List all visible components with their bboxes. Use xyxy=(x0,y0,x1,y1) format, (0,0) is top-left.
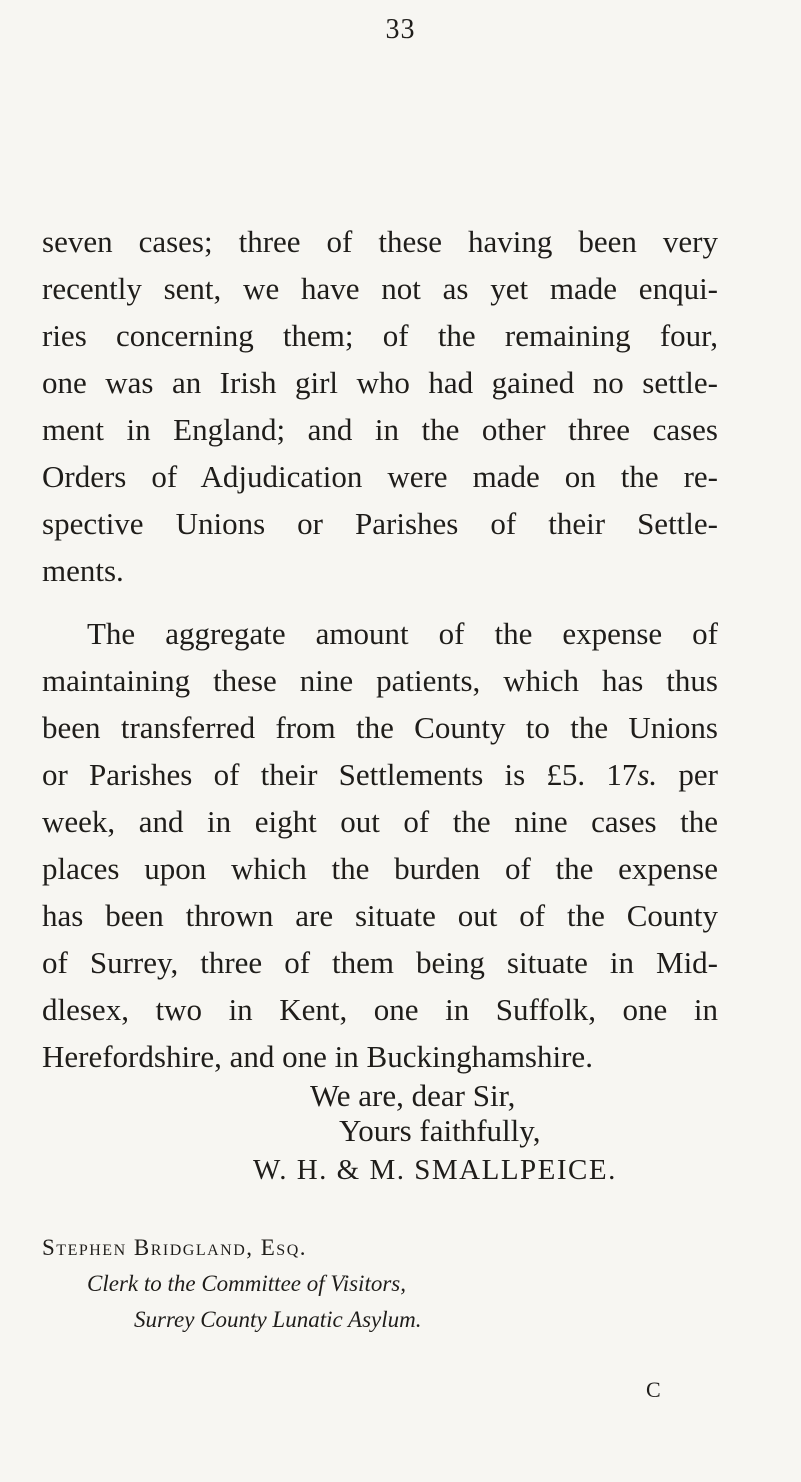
addressee-name: Stephen Bridgland, Esq. xyxy=(42,1235,308,1260)
addressee-institution: Surrey County Lunatic Asylum. xyxy=(134,1307,422,1332)
addressee-title: Clerk to the Committee of Visitors, xyxy=(87,1271,406,1296)
text-line: Herefordshire, and one in Buckinghamshire. xyxy=(42,1039,593,1074)
text-line: of Surrey, three of them being situate in Mid- xyxy=(42,945,718,980)
text-line: ries concerning them; of the remaining four, xyxy=(42,318,718,353)
text-line: seven cases; three of these having been very xyxy=(42,224,718,259)
salutation: We are, dear Sir, xyxy=(310,1078,516,1113)
valediction: Yours faithfully, xyxy=(339,1113,541,1148)
page-number: 33 xyxy=(385,14,416,45)
text-line: been transferred from the County to the Unions xyxy=(42,710,718,745)
text-line: has been thrown are situate out of the County xyxy=(42,898,718,933)
text-line: Orders of Adjudication were made on the re- xyxy=(42,459,718,494)
text-line: ment in England; and in the other three cases xyxy=(42,412,718,447)
text-line-tail: per xyxy=(657,757,718,792)
text-line: week, and in eight out of the nine cases the xyxy=(42,804,718,839)
text-line: one was an Irish girl who had gained no settle- xyxy=(42,365,718,400)
text-line: recently sent, we have not as yet made enqui- xyxy=(42,271,718,306)
signature-mark: C xyxy=(646,1377,661,1402)
text-line: spective Unions or Parishes of their Settle- xyxy=(42,506,718,541)
text-line: places upon which the burden of the expense xyxy=(42,851,718,886)
signature: W. H. & M. SMALLPEICE. xyxy=(253,1154,617,1186)
text-line: The aggregate amount of the expense of xyxy=(87,616,718,651)
shillings-abbrev: s. xyxy=(637,757,658,792)
text-line: dlesex, two in Kent, one in Suffolk, one in xyxy=(42,992,718,1027)
text-line: ments. xyxy=(42,553,124,588)
text-line: maintaining these nine patients, which has thus xyxy=(42,663,718,698)
text-line xyxy=(42,757,718,793)
text-line-lead: or Parishes of their Settlements is £5. 17 xyxy=(42,757,638,792)
